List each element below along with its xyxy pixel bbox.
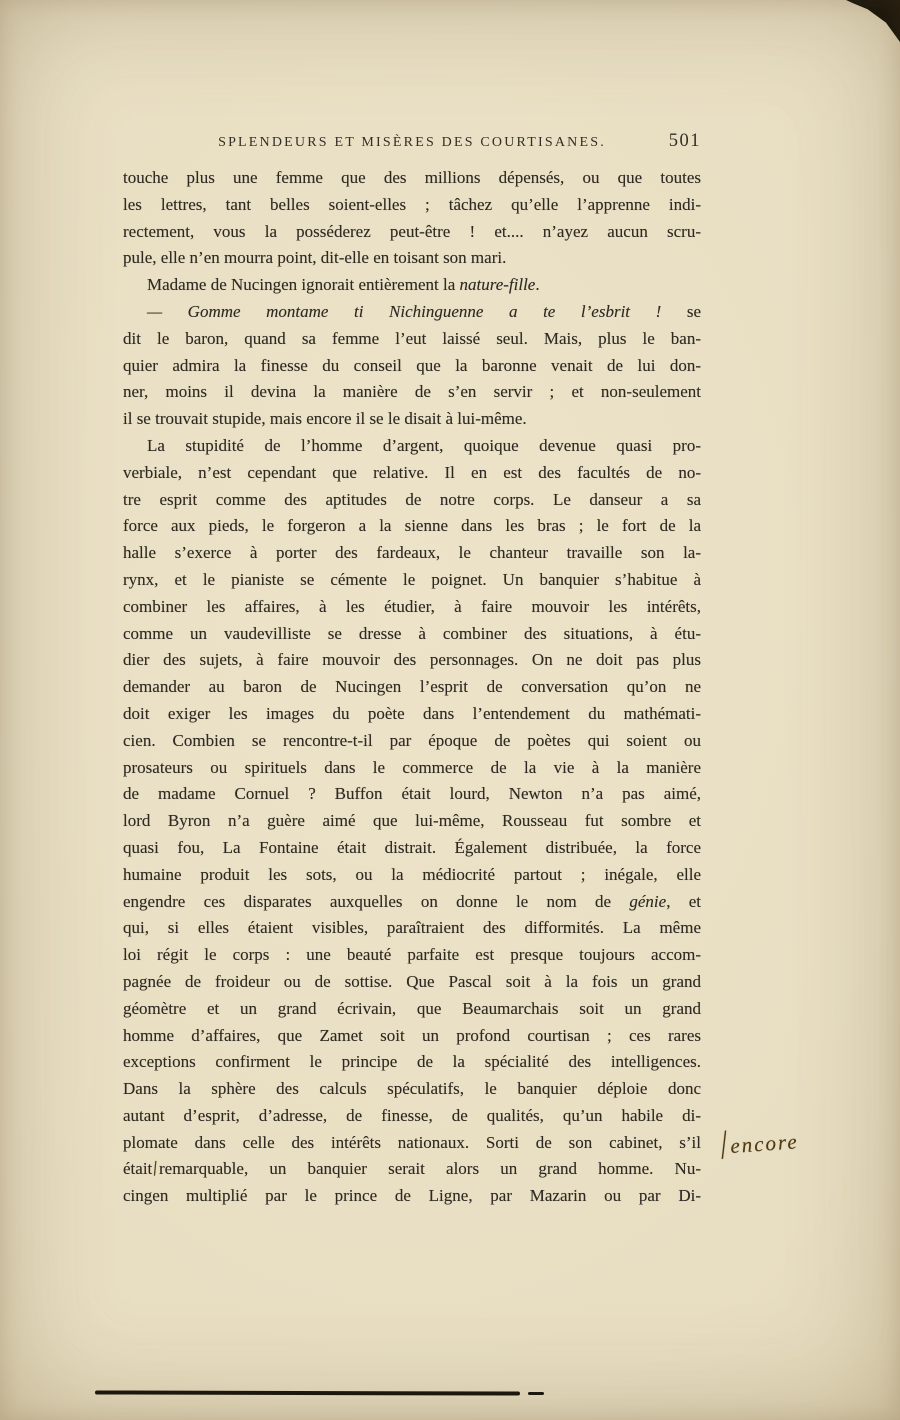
text-segment: dier des sujets, à faire mouvoir des personnages. On ne doit pas plus — [123, 650, 701, 670]
text-segment: pule, elle n’en mourra point, dit-elle en toisant son mari. — [123, 248, 507, 268]
text-segment: engendre ces disparates auxquelles on donne le nom de — [123, 891, 630, 911]
text-segment: ner, moins il devina la manière de s’en servir ; et non-seulement — [123, 382, 701, 402]
text-line — [123, 245, 701, 272]
text-segment: touche plus une femme que des millions dépensés, ou que toutes — [123, 168, 701, 187]
text-segment: tre esprit comme des aptitudes de notre corps. Le danseur a sa — [123, 489, 701, 509]
text-line — [123, 487, 701, 514]
text-line — [123, 326, 701, 353]
text-segment: se — [661, 301, 701, 321]
text-line — [123, 996, 701, 1023]
text-segment: quasi fou, La Fontaine était distrait. Également distribuée, la force — [123, 837, 701, 857]
text-line — [123, 889, 701, 916]
text-segment: pagnée de froideur ou de sottise. Que Pascal soit à la fois un grand — [123, 971, 701, 991]
text-line — [123, 406, 701, 433]
text-line — [123, 1103, 701, 1130]
paragraph — [123, 272, 701, 299]
text-line — [123, 808, 701, 835]
paragraph — [123, 299, 701, 433]
scan-artifact-corner — [846, 0, 900, 42]
text-segment: Madame de Nucingen ignorait entièrement la — [147, 275, 460, 295]
text-segment: humaine produit les sots, ou la médiocrité partout ; inégale, elle — [123, 864, 701, 884]
text-segment: prosateurs ou spirituels dans le commerce de la vie à la manière — [123, 757, 701, 777]
text-segment: doit exiger les images du poète dans l’entendement du mathémati- — [123, 703, 701, 723]
text-line — [123, 353, 701, 380]
text-line — [123, 460, 701, 487]
text-line — [123, 969, 701, 996]
text-line — [123, 299, 701, 326]
text-line — [123, 379, 701, 406]
italic-text-segment: génie — [629, 891, 667, 911]
paragraph — [123, 433, 701, 1210]
text-line — [123, 942, 701, 969]
margin-annotation-text: encore — [729, 1129, 800, 1158]
text-segment: La stupidité de l’homme d’argent, quoique devenue quasi pro- — [147, 435, 701, 455]
text-line — [123, 647, 701, 674]
text-line — [123, 674, 701, 701]
text-segment: force aux pieds, le forgeron a la sienne dans les bras ; le fort de la — [123, 516, 701, 536]
text-segment: remarquable, un banquier serait alors un grand homme. Nu- — [159, 1159, 701, 1179]
text-segment: . — [535, 275, 540, 295]
proofreader-caret-mark: / — [715, 1121, 732, 1168]
text-segment: rynx, et le pianiste se cémente le poignet. Un banquier s’habitue à — [123, 569, 701, 589]
paragraph — [123, 165, 701, 272]
text-line — [123, 755, 701, 782]
text-segment: autant d’esprit, d’adresse, de finesse, de qualités, qu’un habile di- — [123, 1105, 701, 1125]
scan-artifact-bottom-line — [95, 1390, 520, 1395]
text-line — [123, 915, 701, 942]
text-line — [123, 701, 701, 728]
text-segment: cien. Combien se rencontre-t-il par époque de poètes qui soient ou — [123, 730, 701, 750]
text-line — [123, 165, 701, 192]
text-segment: quier admira la finesse du conseil que la baronne venait de lui don- — [123, 355, 701, 375]
text-segment: homme d’affaires, que Zamet soit un profond courtisan ; ces rares — [123, 1025, 701, 1045]
text-line — [123, 272, 701, 299]
text-line — [123, 192, 701, 219]
text-segment: les lettres, tant belles soient-elles ; tâchez qu’elle l’apprenne indi- — [123, 194, 701, 214]
italic-text-segment: — Gomme montame ti Nichinguenne a te l’esbrit ! — [147, 301, 662, 321]
text-segment: Dans la sphère des calculs spéculatifs, le banquier déploie donc — [123, 1079, 701, 1099]
text-segment: halle s’exerce à porter des fardeaux, le chanteur travaille son la- — [123, 543, 701, 563]
handwritten-insertion-mark: / — [151, 1156, 160, 1181]
text-line — [123, 219, 701, 246]
text-segment: de madame Cornuel ? Buffon était lourd, Newton n’a pas aimé, — [123, 784, 701, 804]
scan-artifact-bottom-dash — [528, 1392, 544, 1395]
margin-annotation — [715, 1121, 800, 1168]
italic-text-segment: nature-fille — [459, 275, 536, 295]
text-segment: dit le baron, quand sa femme l’eut laissé seul. Mais, plus le ban- — [123, 328, 701, 348]
text-line — [123, 594, 701, 621]
text-line — [123, 513, 701, 540]
text-segment: demander au baron de Nucingen l’esprit de conversation qu’on ne — [123, 677, 701, 697]
text-line — [123, 1156, 701, 1183]
text-segment: verbiale, n’est cependant que relative. Il en est des facultés de no- — [123, 462, 701, 482]
text-segment: rectement, vous la posséderez peut-être ! et.... n’ayez aucun scru- — [123, 221, 701, 241]
text-line — [123, 567, 701, 594]
running-head-title: SPLENDEURS ET MISÈRES DES COURTISANES. — [218, 135, 606, 150]
text-segment: exceptions confirment le principe de la spécialité des intelligences. — [123, 1052, 701, 1072]
text-line — [123, 1076, 701, 1103]
text-line — [123, 1049, 701, 1076]
text-segment: était — [123, 1159, 153, 1179]
running-head — [123, 132, 701, 158]
text-segment: il se trouvait stupide, mais encore il se le disait à lui-même. — [123, 409, 527, 429]
text-segment: comme un vaudevilliste se dresse à combiner des situations, à étu- — [123, 623, 701, 643]
text-segment: géomètre et un grand écrivain, que Beaumarchais soit un grand — [123, 998, 701, 1018]
page-number: 501 — [668, 131, 701, 151]
text-line — [123, 781, 701, 808]
text-line — [123, 433, 701, 460]
text-segment: plomate dans celle des intérêts nationaux. Sorti de son cabinet, s’il — [123, 1132, 701, 1152]
page-body — [123, 165, 701, 1210]
text-line — [123, 1023, 701, 1050]
text-line — [123, 862, 701, 889]
text-segment: combiner les affaires, à les étudier, à faire mouvoir les intérêts, — [123, 596, 701, 616]
text-line — [123, 1183, 701, 1210]
text-segment: qui, si elles étaient visibles, paraîtraient des difformités. La même — [123, 918, 701, 938]
text-segment: lord Byron n’a guère aimé que lui-même, Rousseau fut sombre et — [123, 811, 701, 831]
text-segment: cingen multiplié par le prince de Ligne, par Mazarin ou par Di- — [123, 1186, 701, 1206]
text-segment: , et — [666, 891, 701, 911]
text-line — [123, 728, 701, 755]
text-segment: loi régit le corps : une beauté parfaite est presque toujours accom- — [123, 945, 701, 965]
text-line — [123, 540, 701, 567]
text-line — [123, 835, 701, 862]
text-line — [123, 621, 701, 648]
text-line — [123, 1130, 701, 1157]
